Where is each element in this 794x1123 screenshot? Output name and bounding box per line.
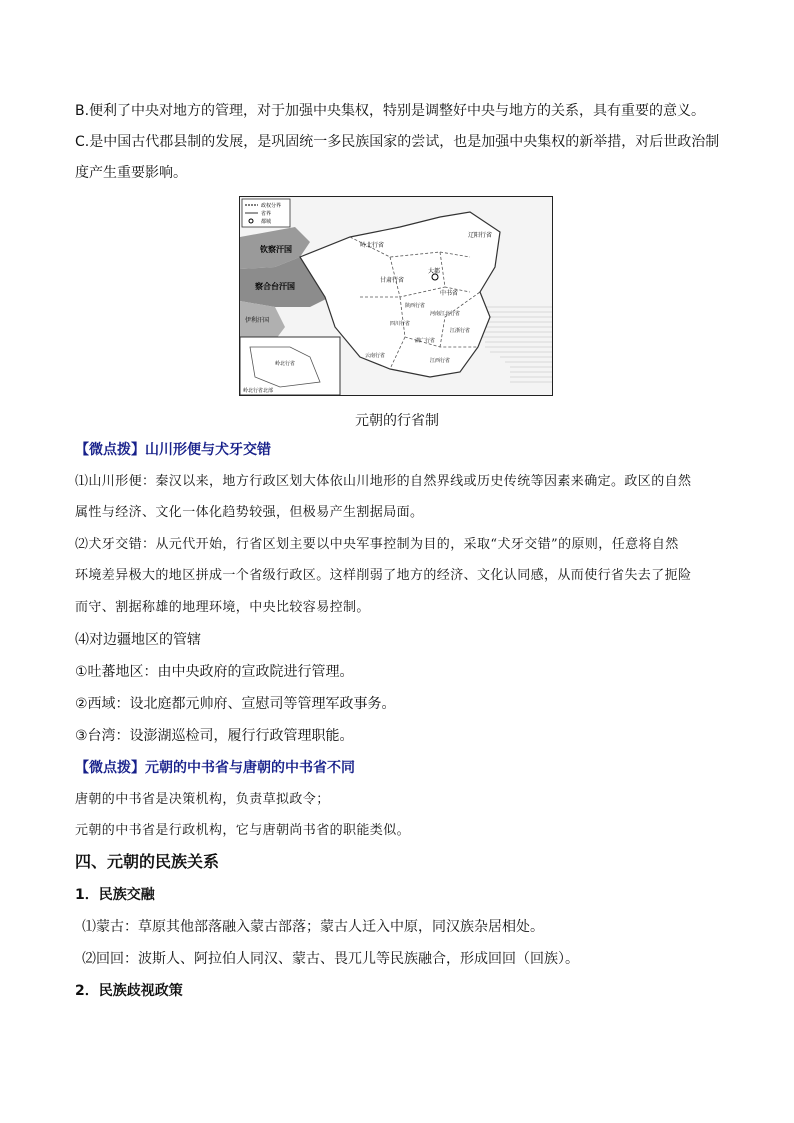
- label-shaanxi: 陕西行省: [405, 303, 426, 309]
- border-western-regions: ②西域：设北庭都元帅府、宣慰司等管理军政事务。: [75, 696, 396, 712]
- tip2-line2: 元朝的中书省是行政机构，它与唐朝尚书省的职能类似。: [75, 823, 411, 838]
- label-gansu: 甘肃行省: [380, 277, 405, 284]
- border-heading: ⑷对边疆地区的管辖: [75, 632, 201, 648]
- label-ilkhan: 伊利汗国: [245, 317, 270, 324]
- label-liaoyang: 辽阳行省: [468, 232, 493, 239]
- label-qincha: 钦察汗国: [260, 245, 292, 254]
- label-huguang: 湖广行省: [415, 338, 436, 344]
- tip1-para1-line2: 属性与经济、文化一体化趋势较强，但极易产生割据局面。: [75, 505, 424, 520]
- label-zhongshu: 中书省: [440, 290, 459, 297]
- tip1-para2-line1: ⑵犬牙交错：从元代开始，行省区划主要以中央军事控制为目的，采取“犬牙交错”的原则，任意将自然: [75, 537, 679, 552]
- tip2-heading: 【微点拨】元朝的中书省与唐朝的中书省不同: [75, 760, 355, 776]
- border-tibet: ①吐蕃地区：由中央政府的宣政院进行管理。: [75, 664, 354, 680]
- point-b: B.便利了中央对地方的管理，对于加强中央集权，特别是调整好中央与地方的关系，具有重要的意义。: [75, 103, 706, 119]
- section-4-heading: 四、元朝的民族关系: [75, 852, 220, 871]
- label-inset-lingbei: 岭北行省: [275, 361, 296, 367]
- sub-2-heading: 2．民族歧视政策: [75, 983, 183, 999]
- border-taiwan: ③台湾：设澎湖巡检司，履行行政管理职能。: [75, 728, 354, 744]
- label-jiangxi: 江西行省: [430, 358, 451, 364]
- legend-province: 省界: [261, 211, 272, 217]
- label-henan: 河南江北行省: [430, 311, 461, 317]
- tip1-para2-line2: 环境差异极大的地区拼成一个省级行政区。这样削弱了地方的经济、文化认同感，从而使行省失去了扼险: [75, 568, 692, 583]
- tip2-line1: 唐朝的中书省是决策机构，负责草拟政令；: [75, 792, 330, 807]
- tip1-para1-line1: ⑴山川形便：秦汉以来，地方行政区划大体依山川地形的自然界线或历史传统等因素来确定。政区的自然: [75, 474, 692, 489]
- yuan-province-map: [239, 196, 553, 396]
- tip1-para2-line3: 而守、割据称雄的地理环境，中央比较容易控制。: [75, 600, 370, 615]
- label-jiangzhe: 江浙行省: [450, 328, 471, 334]
- legend-capital: 都城: [261, 219, 272, 225]
- sub-1-heading: 1．民族交融: [75, 887, 155, 903]
- sub-1-mongol: ⑴蒙古：草原其他部落融入蒙古部落；蒙古人迁入中原，同汉族杂居相处。: [82, 919, 544, 935]
- legend-boundary: 政权分界: [261, 203, 282, 209]
- label-lingbei: 岭北行省: [360, 242, 385, 249]
- map-caption: 元朝的行省制: [355, 413, 439, 429]
- label-dadu: 大都: [428, 268, 441, 275]
- point-c-line1: C.是中国古代郡县制的发展，是巩固统一多民族国家的尝试，也是加强中央集权的新举措，对后世政治制: [75, 134, 720, 150]
- point-c-line2: 度产生重要影响。: [75, 165, 187, 181]
- tip1-heading: 【微点拨】山川形便与犬牙交错: [75, 442, 271, 458]
- sub-1-huihui: ⑵回回：波斯人、阿拉伯人同汉、蒙古、畏兀儿等民族融合，形成回回（回族）。: [82, 951, 579, 967]
- label-chagatai: 察合台汗国: [255, 282, 295, 291]
- label-inset: 岭北行省北部: [243, 388, 274, 394]
- label-sichuan: 四川行省: [390, 321, 411, 327]
- label-yunnan: 云南行省: [365, 353, 386, 359]
